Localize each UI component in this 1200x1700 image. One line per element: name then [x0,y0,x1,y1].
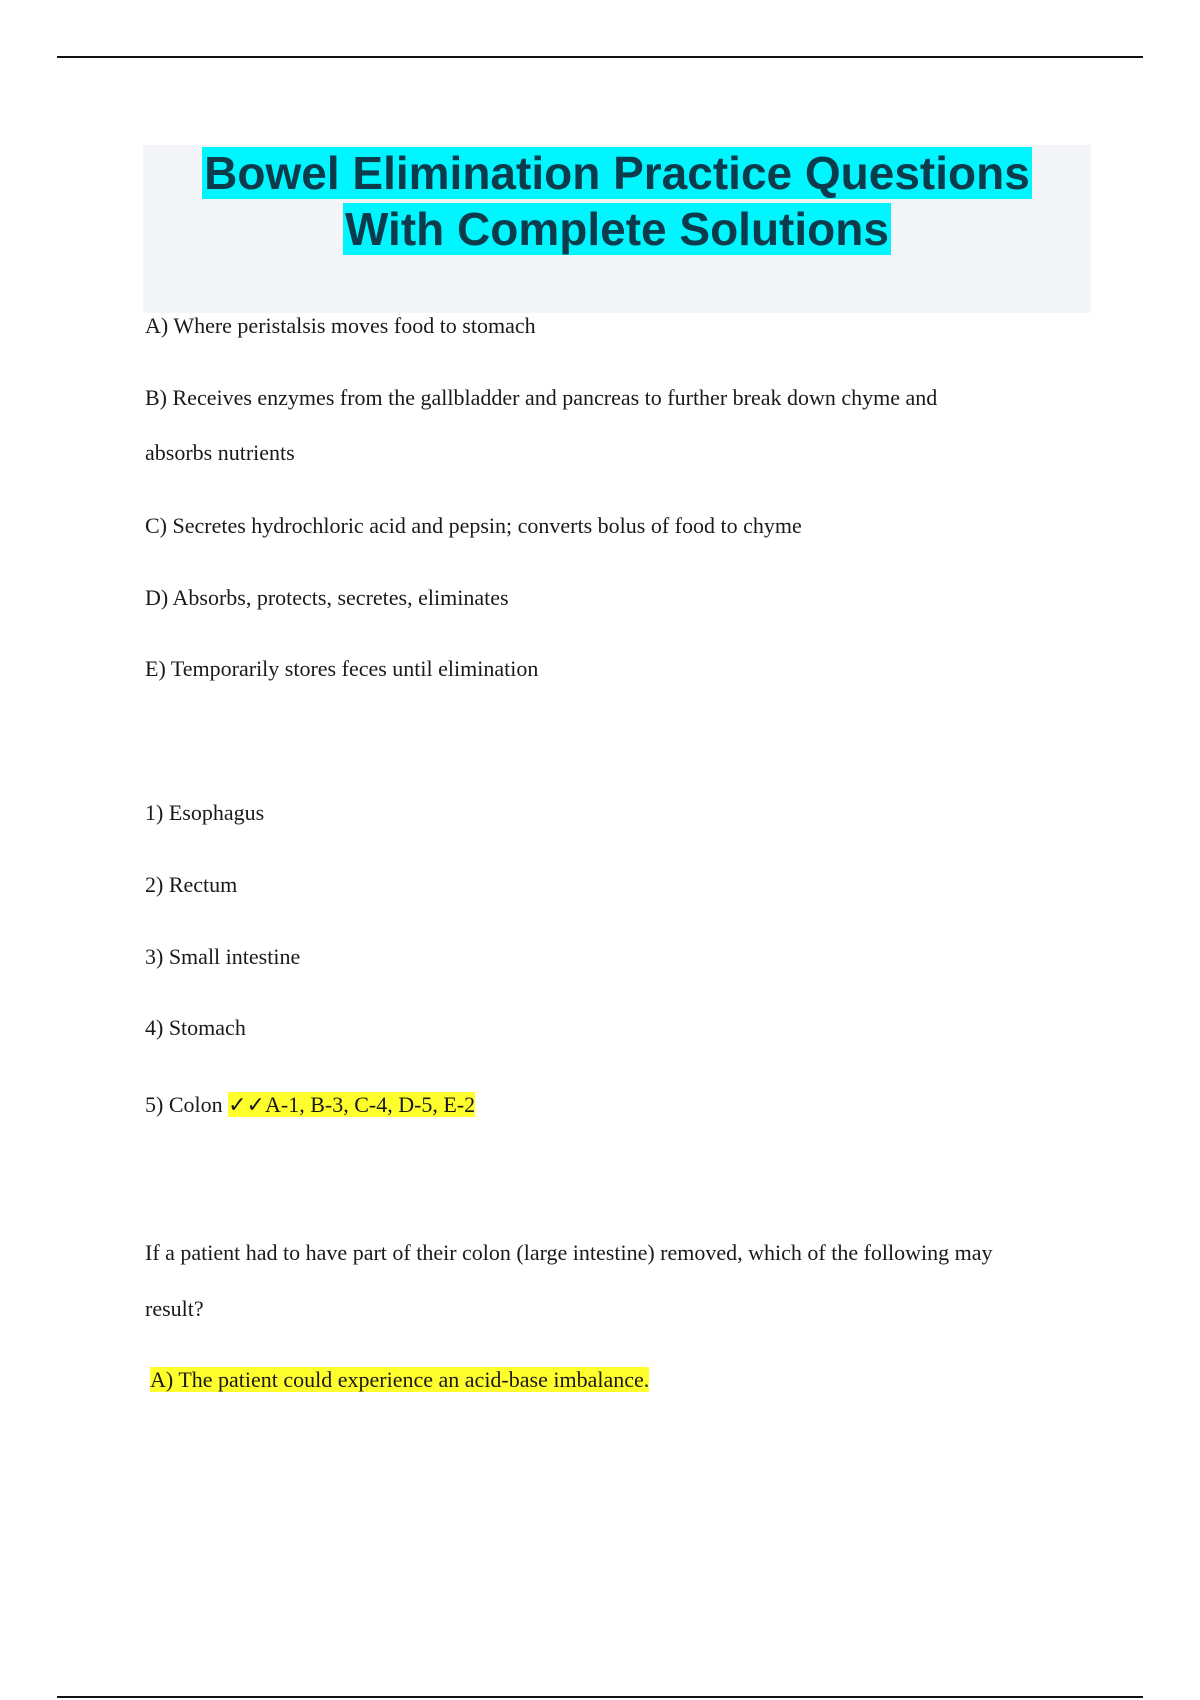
option-e: E) Temporarily stores feces until elimination [145,656,539,681]
answer-key-2: A) The patient could experience an acid-base imbalance. [150,1367,650,1392]
organ-3: 3) Small intestine [145,944,301,969]
option-b-continued: absorbs nutrients [145,440,295,465]
organ-2: 2) Rectum [145,872,238,897]
question-2-stem: If a patient had to have part of their colon (large intestine) removed, which of the following may [145,1240,993,1265]
document-title [143,145,1091,257]
option-b: B) Receives enzymes from the gallbladder and pancreas to further break down chyme and [145,385,938,410]
question-2-stem-continued: result? [145,1296,204,1321]
title-line-2: With Complete Solutions [345,203,889,255]
option-d: D) Absorbs, protects, secretes, eliminates [145,585,509,610]
top-rule [57,56,1143,58]
answer-key-1: ✓✓A-1, B-3, C-4, D-5, E-2 [228,1092,476,1117]
bottom-rule [57,1696,1143,1698]
organ-5: 5) Colon [145,1092,223,1117]
option-c: C) Secretes hydrochloric acid and pepsin; converts bolus of food to chyme [145,513,802,538]
option-a: A) Where peristalsis moves food to stomach [145,313,536,338]
organ-1: 1) Esophagus [145,800,265,825]
organ-4: 4) Stomach [145,1015,246,1040]
answer-key-2-row [150,1367,649,1393]
title-line-1: Bowel Elimination Practice Questions [204,147,1030,199]
organ-5-row [145,1092,475,1118]
